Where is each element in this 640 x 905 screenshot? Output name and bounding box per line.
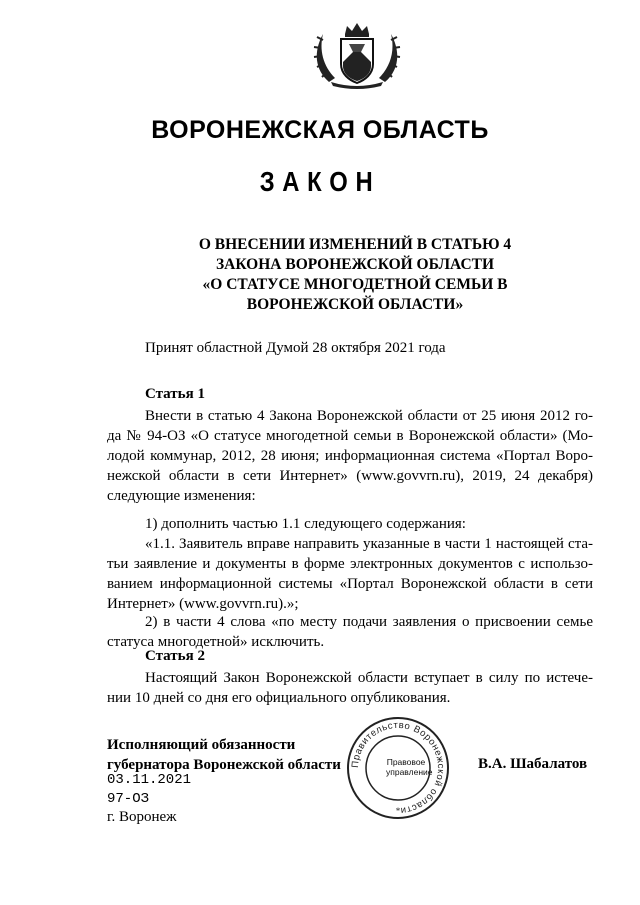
article-1-heading: Статья 1: [145, 386, 205, 402]
paragraph-line: «1.1. Заявитель вправе направить указанные в части 1 настоящей ста-: [145, 536, 593, 552]
article-1-quote: [107, 534, 593, 614]
paragraph-line: 2) в части 4 слова «по месту подачи заявления о присвоении семье: [145, 614, 593, 630]
paragraph-line: 1) дополнить частью 1.1 следующего содержания:: [145, 516, 466, 532]
document-type-title: ЗАКОН: [259, 166, 381, 197]
law-subject-line: О ВНЕСЕНИИ ИЗМЕНЕНИЙ В СТАТЬЮ 4: [198, 236, 512, 253]
paragraph-line: следующие изменения:: [107, 488, 256, 504]
paragraph-line: ванием информационной системы «Портал Воронежской области в сети: [107, 576, 593, 592]
paragraph-line: статуса многодетной» исключить.: [107, 634, 325, 650]
stamp-inner-line: управление: [386, 767, 433, 777]
article-1-item-1: [107, 514, 593, 534]
signatory-position-line: Исполняющий обязанности: [107, 737, 296, 753]
stamp-inner-line: Правовое: [386, 757, 426, 767]
law-number: 97-ОЗ: [107, 791, 150, 807]
paragraph-line: да № 94-ОЗ «О статусе многодетной семьи в Воронежской области» (Мо-: [107, 428, 593, 444]
voronezh-coat-of-arms-icon: [309, 20, 405, 90]
signatory-position: [107, 735, 341, 775]
paragraph-line: Внести в статью 4 Закона Воронежской области от 25 июня 2012 го-: [145, 408, 593, 424]
law-subject-line: «О СТАТУСЕ МНОГОДЕТНОЙ СЕМЬИ В: [202, 276, 508, 293]
signing-city: г. Воронеж: [107, 809, 177, 825]
paragraph-line: нежской области в сети Интернет» (www.govvrn.ru), 2019, 24 декабря): [107, 468, 593, 484]
adoption-note: Принят областной Думой 28 октября 2021 года: [145, 340, 446, 356]
law-subject: [150, 235, 560, 315]
paragraph-line: Настоящий Закон Воронежской области вступает в силу по истече-: [145, 670, 593, 686]
svg-text:*: *: [395, 806, 401, 816]
law-subject-line: ЗАКОНА ВОРОНЕЖСКОЙ ОБЛАСТИ: [215, 256, 495, 273]
law-subject-line: ВОРОНЕЖСКОЙ ОБЛАСТИ»: [246, 296, 464, 313]
paragraph-line: Интернет» (www.govvrn.ru).»;: [107, 596, 299, 612]
paragraph-line: тьи заявление и документы в форме электронных документов с использо-: [107, 556, 593, 572]
signing-date: 03.11.2021: [107, 772, 192, 788]
stamp-inner-text: [386, 757, 433, 777]
region-title: ВОРОНЕЖСКАЯ ОБЛАСТЬ: [151, 116, 489, 144]
signatory-name: В.А. Шабалатов: [478, 756, 588, 772]
signatory-position-line: губернатора Воронежской области: [107, 757, 341, 773]
paragraph-line: лодой коммунар, 2012, 28 июня; информационная система «Портал Воро-: [107, 448, 593, 464]
stamp-ring-text: Правительство Воронежской области: [349, 719, 447, 817]
paragraph-line: нии 10 дней со дня его официального опубликования.: [107, 690, 451, 706]
article-2-text: [107, 668, 593, 708]
article-1-item-2: [107, 612, 593, 652]
article-1-intro: [107, 406, 593, 506]
article-2-heading: Статья 2: [145, 648, 205, 664]
